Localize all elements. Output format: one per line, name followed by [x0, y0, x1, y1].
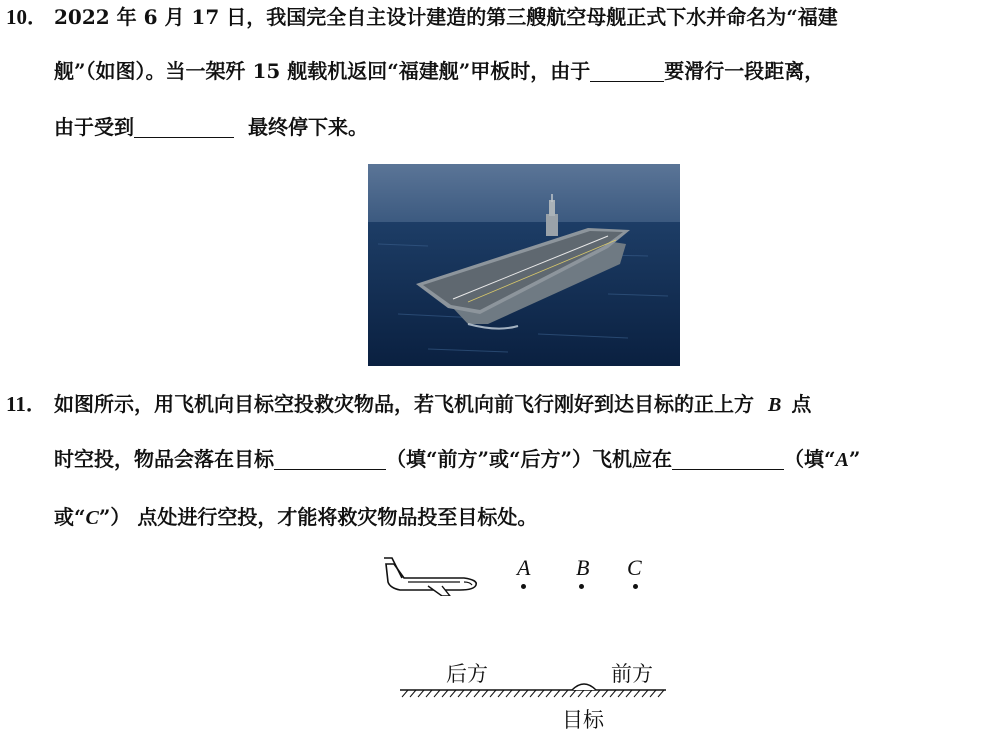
airplane-icon: [380, 552, 480, 596]
ground-line: [398, 680, 668, 700]
question-text-line: 或“C”） 点处进行空投，才能将救灾物品投至目标处。: [54, 505, 538, 529]
question-text-line: 时空投，物品会落在目标 （填“前方”或“后方”）飞机应在 （填“A”: [54, 447, 861, 471]
point-c-dot: [633, 584, 638, 589]
question-text-line: 如图所示，用飞机向目标空投救灾物品，若飞机向前飞行刚好到达目标的正上方 B 点: [54, 392, 812, 416]
question-number: 10．: [6, 5, 48, 29]
point-b-dot: [579, 584, 584, 589]
rear-label: 后方: [446, 662, 488, 686]
question-text-line: 舰”（如图）。当一架歼 15 舰载机返回“福建舰”甲板时，由于 要滑行一段距离，: [54, 59, 825, 83]
target-label: 目标: [562, 708, 604, 732]
point-a-label: A: [517, 555, 531, 580]
question-text-line: 2022 年 6 月 17 日，我国完全自主设计建造的第三艘航空母舰正式下水并命名为“福建: [54, 5, 838, 29]
point-a-dot: [521, 584, 526, 589]
question-text-line: 由于受到 最终停下来。: [54, 115, 368, 139]
point-b-label: B: [576, 555, 590, 580]
point-c-label: C: [627, 555, 642, 580]
front-label: 前方: [611, 662, 653, 686]
question-number: 11．: [6, 392, 47, 416]
